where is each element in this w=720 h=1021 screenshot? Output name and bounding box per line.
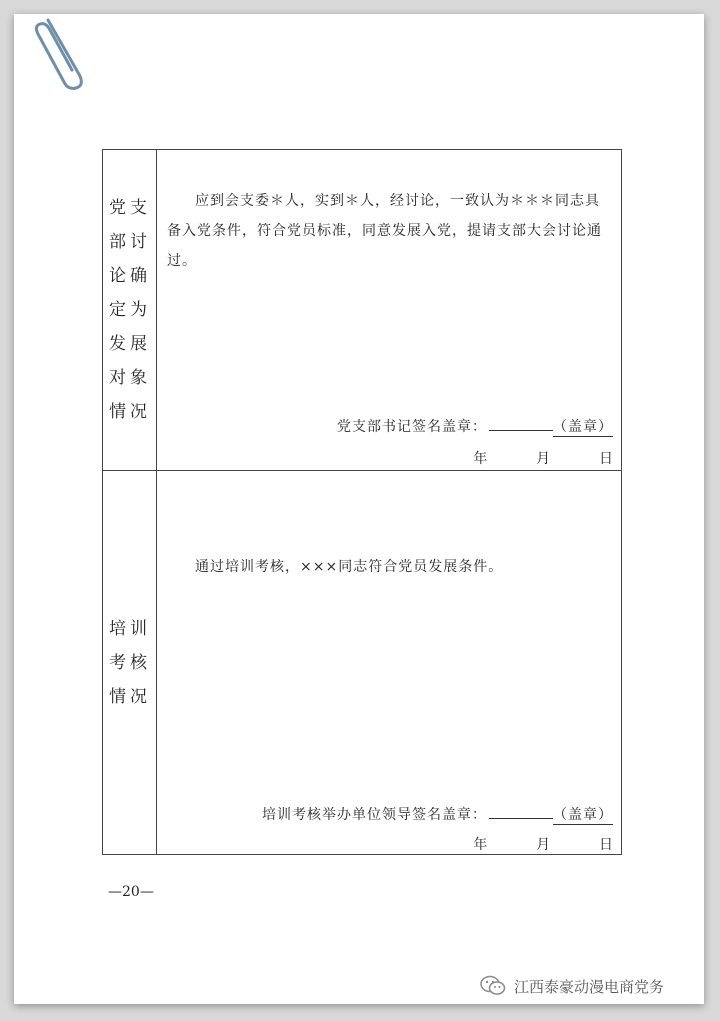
signature-blank <box>489 804 553 819</box>
document-page <box>14 14 704 1004</box>
form-table <box>102 149 622 855</box>
label-line: 对象 <box>109 368 151 388</box>
branch-discussion-text: 应到会支委＊人，实到＊人，经讨论，一致认为＊＊＊同志具备入党条件，符合党员标准，同意发展入党，提请支部大会讨论通过。 <box>167 193 602 269</box>
paperclip-icon <box>30 14 90 94</box>
label-line: 论确 <box>109 266 151 286</box>
seal-text: （盖章） <box>553 416 613 437</box>
date-month: 月 <box>536 837 551 853</box>
signature-label: 党支部书记签名盖章： <box>337 419 487 435</box>
section2-date <box>473 834 613 854</box>
branch-secretary-signature <box>337 416 613 437</box>
label-line: 情况 <box>109 402 151 422</box>
training-leader-signature <box>262 804 613 825</box>
watermark-text: 江西泰豪动漫电商党务 <box>514 977 665 996</box>
watermark <box>480 975 664 997</box>
date-day: 日 <box>599 837 613 853</box>
label-line: 部讨 <box>109 232 151 252</box>
date-month: 月 <box>536 451 551 467</box>
branch-discussion-label <box>103 150 157 470</box>
label-line: 考核 <box>109 653 151 673</box>
signature-label: 培训考核举办单位领导签名盖章： <box>262 807 487 823</box>
section1-date <box>473 448 613 468</box>
training-assessment-text: 通过培训考核，×××同志符合党员发展条件。 <box>195 559 504 575</box>
training-assessment-label <box>103 470 157 856</box>
label-line: 定为 <box>109 300 151 320</box>
label-line: 党支 <box>109 198 151 218</box>
date-year: 年 <box>473 451 488 467</box>
signature-blank <box>489 416 553 431</box>
label-line: 培训 <box>109 619 151 639</box>
wechat-icon <box>480 975 506 997</box>
page-number: —20— <box>108 884 154 900</box>
date-day: 日 <box>599 451 613 467</box>
label-line: 情况 <box>109 687 151 707</box>
seal-text: （盖章） <box>553 804 613 825</box>
date-year: 年 <box>473 837 488 853</box>
row-divider <box>103 470 621 471</box>
label-line: 发展 <box>109 334 151 354</box>
